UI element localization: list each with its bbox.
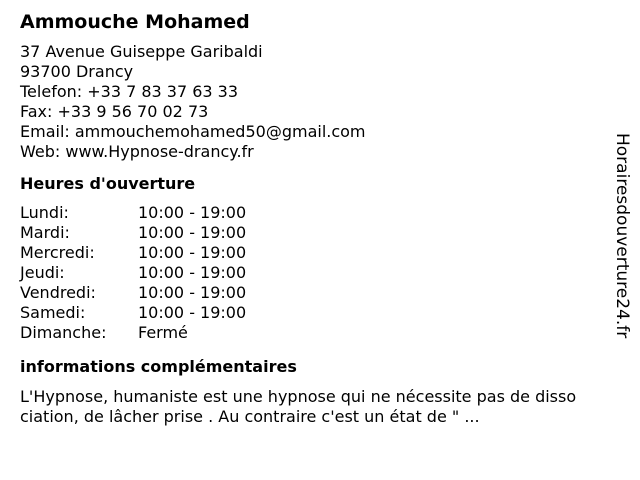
hours-time-value: 10:00 - 19:00 bbox=[138, 263, 247, 282]
hours-time-value: 10:00 - 19:00 bbox=[138, 223, 247, 242]
brand-watermark: Horairesdouverture24.fr bbox=[612, 133, 632, 339]
hours-time-value: 10:00 - 19:00 bbox=[138, 243, 247, 262]
hours-row-samedi bbox=[20, 303, 610, 323]
business-name: Ammouche Mohamed bbox=[20, 11, 250, 33]
hours-list bbox=[20, 203, 610, 343]
address-line-street: 37 Avenue Guiseppe Garibaldi bbox=[20, 42, 263, 61]
hours-row-dimanche bbox=[20, 323, 610, 343]
fax-line: Fax: +33 9 56 70 02 73 bbox=[20, 102, 209, 121]
hours-row-lundi bbox=[20, 203, 610, 223]
hours-time-value: Fermé bbox=[138, 323, 188, 342]
hours-heading: Heures d'ouverture bbox=[20, 174, 196, 193]
web-line: Web: www.Hypnose-drancy.fr bbox=[20, 142, 254, 161]
hours-row-jeudi bbox=[20, 263, 610, 283]
hours-row-mercredi bbox=[20, 243, 610, 263]
hours-day-label: Jeudi: bbox=[20, 263, 65, 282]
hours-time-value: 10:00 - 19:00 bbox=[138, 303, 247, 322]
hours-row-mardi bbox=[20, 223, 610, 243]
info-description: L'Hypnose, humaniste est une hypnose qui ne nécessite pas de dissociation, de lâcher prise . Au contraire c'est un état de " ... bbox=[20, 387, 577, 426]
hours-row-vendredi bbox=[20, 283, 610, 303]
info-heading: informations complémentaires bbox=[20, 357, 297, 376]
phone-line: Telefon: +33 7 83 37 63 33 bbox=[20, 82, 239, 101]
hours-day-label: Lundi: bbox=[20, 203, 69, 222]
hours-day-label: Mardi: bbox=[20, 223, 70, 242]
hours-time-value: 10:00 - 19:00 bbox=[138, 283, 247, 302]
hours-day-label: Dimanche: bbox=[20, 323, 107, 342]
email-line: Email: ammouchemohamed50@gmail.com bbox=[20, 122, 366, 141]
address-line-city: 93700 Drancy bbox=[20, 62, 134, 81]
business-card bbox=[20, 10, 610, 427]
hours-day-label: Samedi: bbox=[20, 303, 86, 322]
hours-day-label: Vendredi: bbox=[20, 283, 96, 302]
hours-time-value: 10:00 - 19:00 bbox=[138, 203, 247, 222]
hours-day-label: Mercredi: bbox=[20, 243, 95, 262]
